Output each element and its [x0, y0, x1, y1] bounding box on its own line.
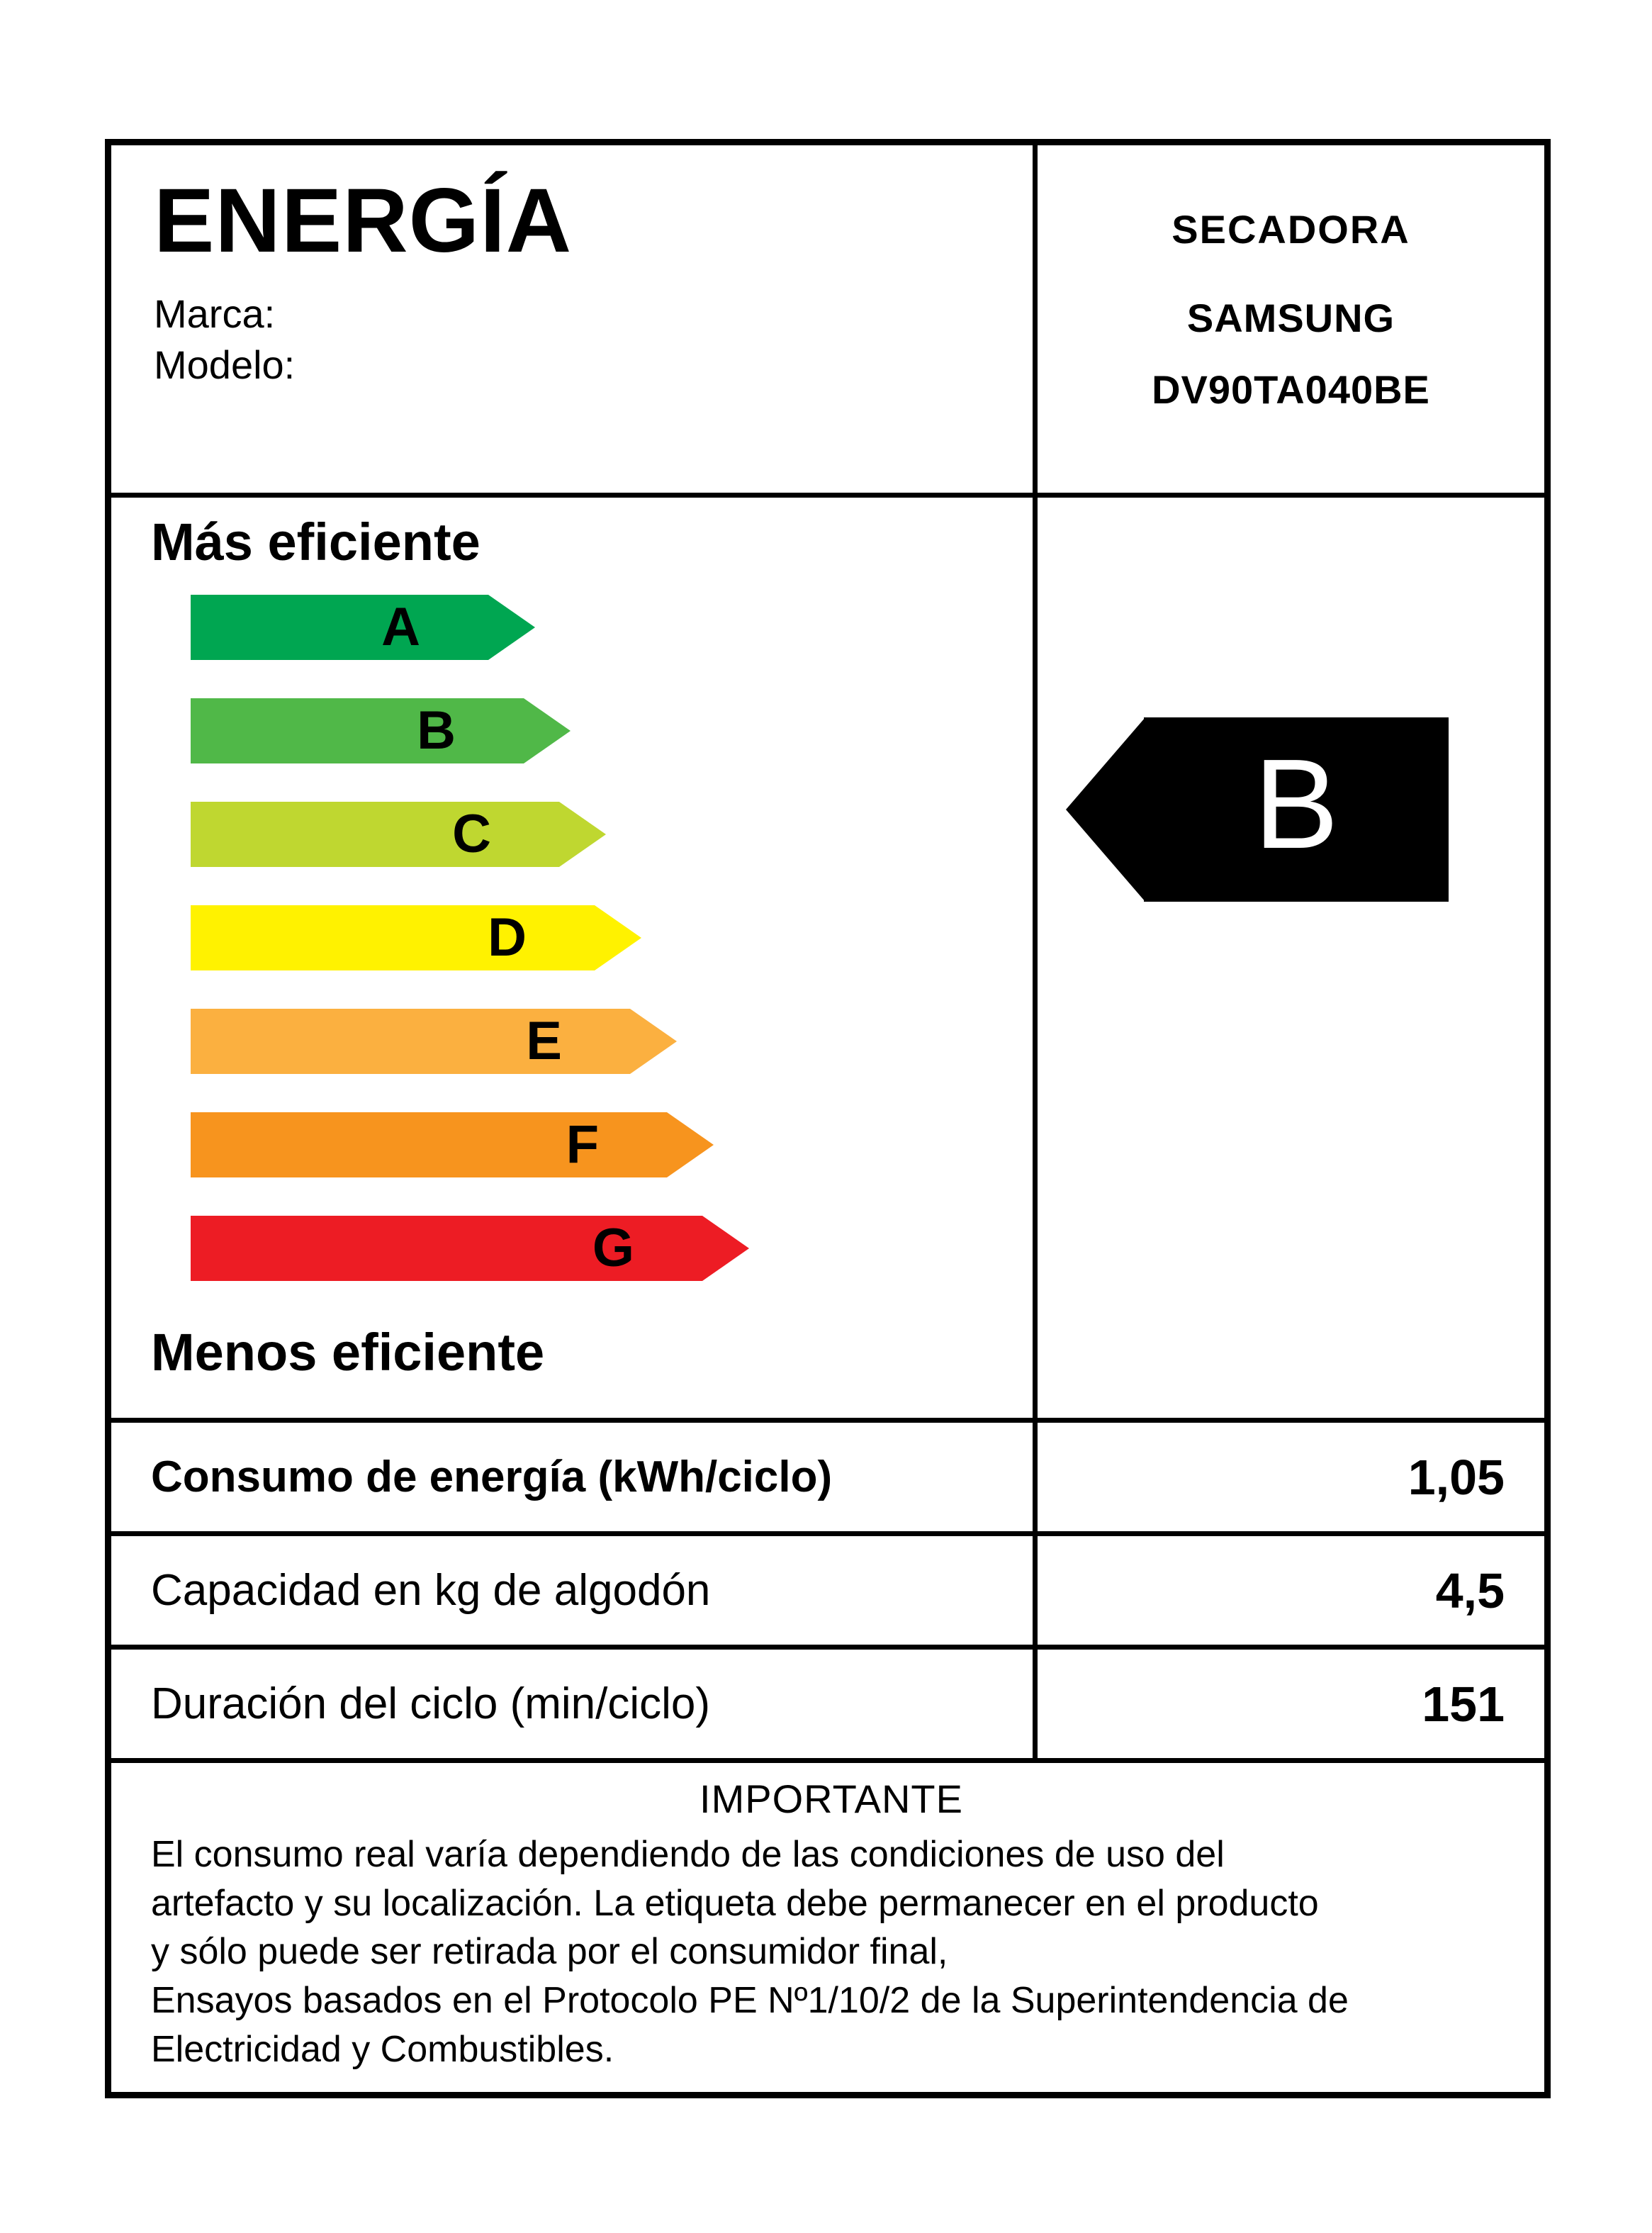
header-row — [111, 145, 1544, 498]
spec-value-cell — [1033, 1650, 1544, 1758]
bar-letter: B — [417, 700, 456, 761]
bar-tip-icon — [630, 1009, 677, 1074]
notes-line: y sólo puede ser retirada por el consumidor final, — [151, 1931, 948, 1973]
bar-tip-icon — [488, 595, 535, 660]
rating-badge — [1144, 717, 1449, 902]
spec-row-duration — [111, 1650, 1544, 1763]
arrow-point-icon — [1066, 717, 1145, 902]
appliance-type: SECADORA — [1171, 207, 1410, 252]
efficiency-bar-f — [151, 1107, 1033, 1210]
bar-shape — [191, 1112, 667, 1177]
bar-body — [191, 595, 488, 660]
model-value: DV90TA040BE — [1152, 367, 1430, 412]
bar-shape — [191, 1216, 702, 1281]
bar-shape — [191, 1009, 630, 1074]
most-efficient-label: Más eficiente — [151, 513, 481, 571]
efficiency-bar-b — [151, 693, 1033, 796]
spec-value-text: 1,05 — [1407, 1449, 1505, 1505]
bar-body — [191, 1216, 702, 1281]
least-efficient-label: Menos eficiente — [151, 1323, 545, 1382]
spec-value-cell — [1033, 1536, 1544, 1645]
page-title: ENERGÍA — [154, 170, 573, 272]
spec-label-cell — [111, 1650, 1033, 1758]
spec-value-text: 4,5 — [1435, 1562, 1505, 1618]
bar-tip-icon — [559, 802, 606, 867]
bar-letter: F — [566, 1114, 599, 1175]
rating-panel — [1033, 498, 1544, 1418]
efficiency-bar-a — [151, 589, 1033, 693]
bar-body — [191, 802, 559, 867]
bar-body — [191, 905, 595, 970]
spec-label-text: Capacidad en kg de algodón — [151, 1566, 711, 1615]
bar-tip-icon — [667, 1112, 714, 1177]
bar-letter: A — [381, 597, 420, 658]
notes-body — [151, 1830, 1512, 2074]
bar-tip-icon — [524, 698, 571, 763]
bar-body — [191, 698, 524, 763]
bar-body — [191, 1009, 630, 1074]
header-left — [111, 145, 1033, 493]
bar-tip-icon — [595, 905, 641, 970]
efficiency-bar-e — [151, 1003, 1033, 1107]
efficiency-bar-g — [151, 1210, 1033, 1314]
header-right — [1033, 145, 1544, 493]
bar-body — [191, 1112, 667, 1177]
efficiency-bar-d — [151, 900, 1033, 1003]
spec-label-cell — [111, 1536, 1033, 1645]
spec-label-cell — [111, 1423, 1033, 1531]
bar-tip-icon — [702, 1216, 749, 1281]
spec-row-energy — [111, 1423, 1544, 1536]
spec-value-cell — [1033, 1423, 1544, 1531]
notes-line: Electricidad y Combustibles. — [151, 2028, 614, 2070]
bar-letter: C — [452, 804, 491, 865]
rating-letter: B — [1253, 733, 1339, 875]
spec-label-text: Consumo de energía (kWh/ciclo) — [151, 1453, 833, 1501]
bar-shape — [191, 905, 595, 970]
efficiency-bars — [151, 589, 1033, 1314]
notes-title: IMPORTANTE — [699, 1776, 963, 1821]
bar-shape — [191, 698, 524, 763]
spec-label-text: Duración del ciclo (min/ciclo) — [151, 1679, 711, 1728]
bar-letter: E — [526, 1011, 562, 1072]
spec-row-capacity — [111, 1536, 1544, 1650]
brand-label: Marca: — [154, 291, 276, 337]
bar-shape — [191, 802, 559, 867]
efficiency-scale-row — [111, 498, 1544, 1423]
efficiency-bar-c — [151, 796, 1033, 900]
rating-arrow-icon — [1066, 717, 1449, 902]
model-label: Modelo: — [154, 342, 296, 388]
efficiency-scale — [111, 498, 1033, 1418]
notes-line: Ensayos basados en el Protocolo PE Nº1/10/2 de la Superintendencia de — [151, 1979, 1349, 2021]
bar-letter: D — [488, 907, 527, 968]
energy-label — [105, 139, 1551, 2098]
notes-line: El consumo real varía dependiendo de las condiciones de uso del — [151, 1834, 1225, 1875]
bar-letter: G — [592, 1218, 634, 1279]
bar-shape — [191, 595, 488, 660]
spec-value-text: 151 — [1422, 1676, 1505, 1732]
brand-value: SAMSUNG — [1186, 296, 1395, 340]
notes-line: artefacto y su localización. La etiqueta debe permanecer en el producto — [151, 1882, 1319, 1924]
important-notes — [111, 1763, 1544, 2092]
